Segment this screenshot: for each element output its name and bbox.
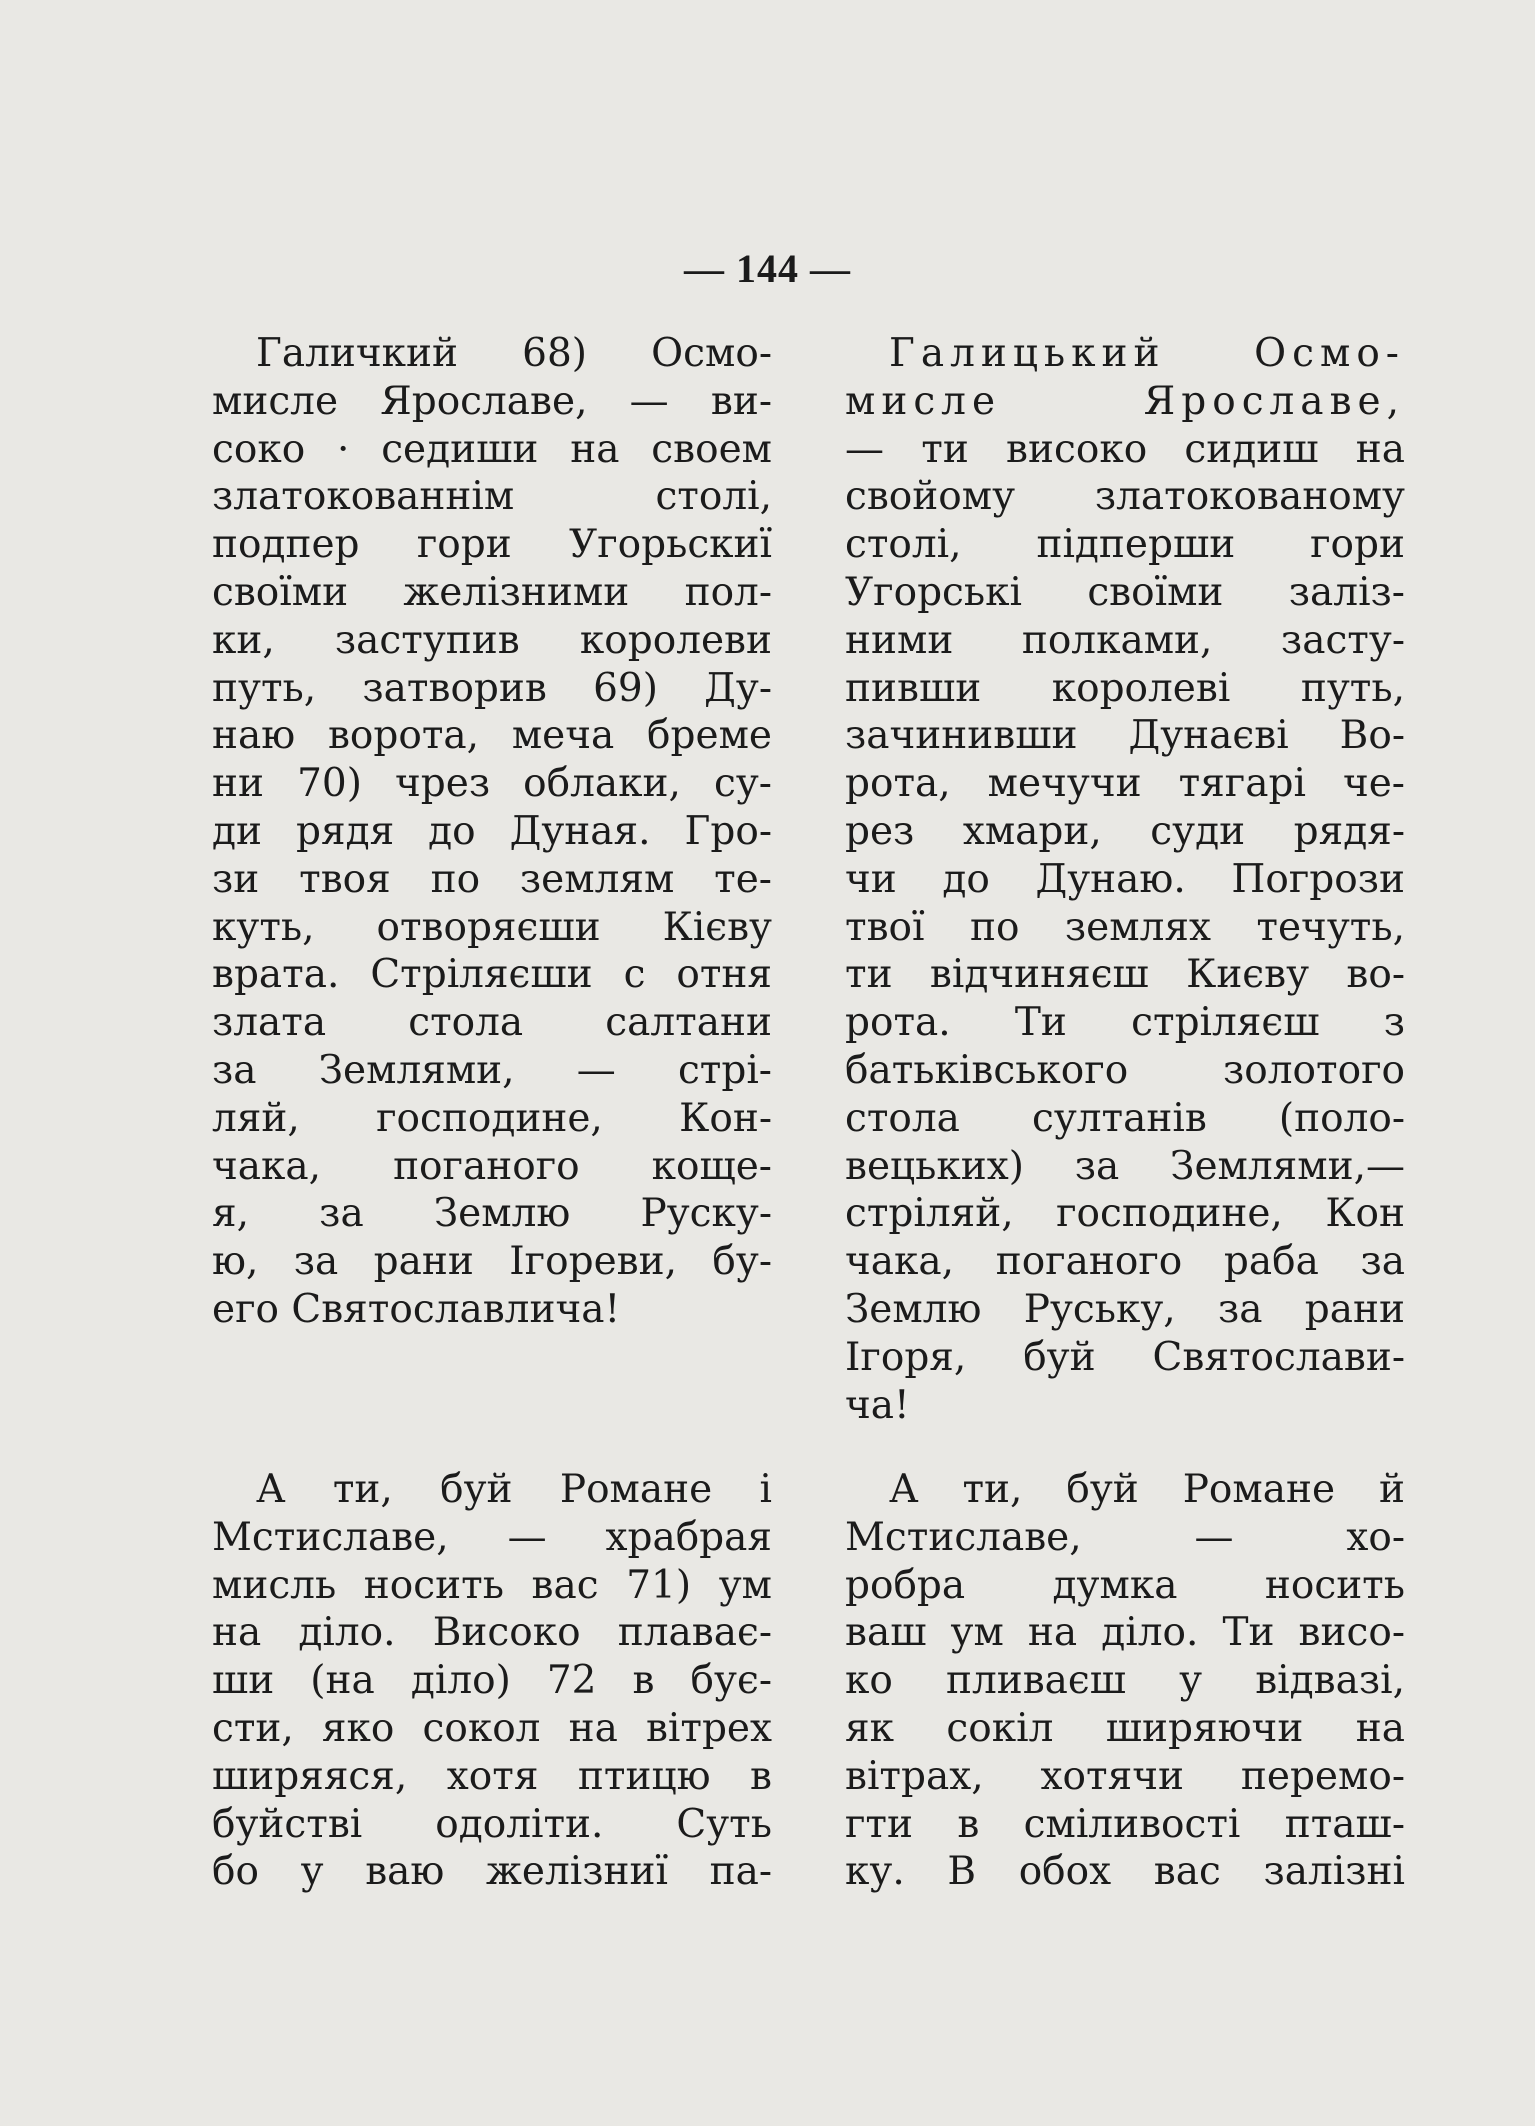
left-s1-line: злата стола салтани <box>212 1000 772 1046</box>
right-s2-line: ваш ум на діло. Ти висо- <box>845 1610 1405 1656</box>
left-s1-line: ди рядя до Дуная. Гро- <box>212 808 772 854</box>
right-s1-line: стріляй, господине, Кон <box>845 1191 1405 1237</box>
right-s1-line: свойому златокованому <box>845 474 1405 520</box>
right-s1-line: зачинивши Дунаєві Во- <box>845 713 1405 759</box>
right-stanza-1 <box>845 330 1405 1429</box>
page-number: — 144 — <box>684 246 851 291</box>
left-s2-line: буйстві одоліти. Суть <box>212 1801 772 1847</box>
right-s1-line: рота. Ти стріляєш з <box>845 1000 1405 1046</box>
left-s1-line: куть, отворяєши Кієву <box>212 904 772 950</box>
right-s2-line: ку. В обох вас залізні <box>845 1849 1405 1895</box>
left-s1-line: за Землями, — стрі- <box>212 1047 772 1093</box>
left-s2-line: ши (на діло) 72 в бує- <box>212 1658 772 1704</box>
right-s2-line: А ти, буй Романе й <box>889 1467 1405 1512</box>
right-s2-line: гти в сміливості пташ- <box>845 1801 1405 1847</box>
right-s1-line: Землю Руську, за рани <box>845 1286 1405 1332</box>
right-s1-line: ти відчиняєш Києву во- <box>845 952 1405 998</box>
right-s1-line: вецьких) за Землями,— <box>845 1143 1405 1189</box>
left-s1-line: соко · седиши на своем <box>212 426 772 472</box>
left-s1-line: его Святославлича! <box>212 1286 621 1332</box>
left-s1-line: я, за Землю Руску- <box>212 1191 772 1237</box>
right-s1-line: Галицький Осмо- <box>889 331 1405 376</box>
left-s2-line: бо у ваю желізниї па- <box>212 1849 772 1895</box>
left-s1-line: ляй, господине, Кон- <box>212 1095 772 1141</box>
left-s1-line: мисле Ярославе, — ви- <box>212 378 772 424</box>
left-s2-line: ширяяся, хотя птицю в <box>212 1753 772 1799</box>
right-s1-line: рез хмари, суди рядя- <box>845 808 1405 854</box>
left-s1-line: ки, заступив королеви <box>212 617 772 663</box>
right-s1-line: чака, поганого раба за <box>845 1239 1405 1285</box>
left-s1-line: путь, затворив 69) Ду- <box>212 665 772 711</box>
left-s1-line: златокованнім столі, <box>212 474 772 520</box>
right-s1-line: батьківського золотого <box>845 1047 1405 1093</box>
right-s2-line: робра думка носить <box>845 1562 1405 1608</box>
left-s1-line: подпер гори Угорьскиї <box>212 522 772 568</box>
right-s1-line: твої по землях течуть, <box>845 904 1405 950</box>
right-s1-line: чи до Дунаю. Погрози <box>845 856 1405 902</box>
right-s1-line: пивши королеві путь, <box>845 665 1405 711</box>
right-s1-line: столі, підперши гори <box>845 522 1405 568</box>
left-s1-line: чака, поганого коще- <box>212 1143 772 1189</box>
left-stanza-2 <box>212 1466 772 1896</box>
right-stanza-2 <box>845 1466 1405 1896</box>
left-s2-line: на діло. Високо плаває- <box>212 1610 772 1656</box>
left-s1-line: наю ворота, меча бреме <box>212 713 772 759</box>
left-s2-line: А ти, буй Романе і <box>256 1467 772 1512</box>
left-stanza-1 <box>212 330 772 1334</box>
left-s1-line: ю, за рани Ігореви, бу- <box>212 1239 772 1285</box>
right-s1-line: стола султанів (поло- <box>845 1095 1405 1141</box>
right-s2-line: ко пливаєш у відвазі, <box>845 1658 1405 1704</box>
left-s2-line: сти, яко сокол на вітрех <box>212 1705 772 1751</box>
right-s2-line: як сокіл ширяючи на <box>845 1705 1405 1751</box>
left-s1-line: ни 70) чрез облаки, су- <box>212 761 772 807</box>
right-s1-line: Угорські своїми заліз- <box>845 569 1405 615</box>
right-s1-line: — ти високо сидиш на <box>845 426 1405 472</box>
left-s1-line: Галичкий 68) Осмо- <box>256 331 772 376</box>
right-s2-line: вітрах, хотячи перемо- <box>845 1753 1405 1799</box>
left-s2-line: мисль носить вас 71) ум <box>212 1562 772 1608</box>
left-s2-line: Мстиславе, — храбрая <box>212 1514 772 1560</box>
left-s1-line: зи твоя по землям те- <box>212 856 772 902</box>
left-s1-line: врата. Стріляєши с отня <box>212 952 772 998</box>
left-s1-line: своїми желізними пол- <box>212 569 772 615</box>
right-s1-line: мисле Ярославе, <box>845 378 1405 424</box>
right-s1-line: ними полками, засту- <box>845 617 1405 663</box>
right-s2-line: Мстиславе, — хо- <box>845 1514 1405 1560</box>
right-s1-line: ча! <box>845 1382 910 1428</box>
right-s1-line: рота, мечучи тягарі че- <box>845 761 1405 807</box>
right-s1-line: Ігоря, буй Святослави- <box>845 1334 1405 1380</box>
